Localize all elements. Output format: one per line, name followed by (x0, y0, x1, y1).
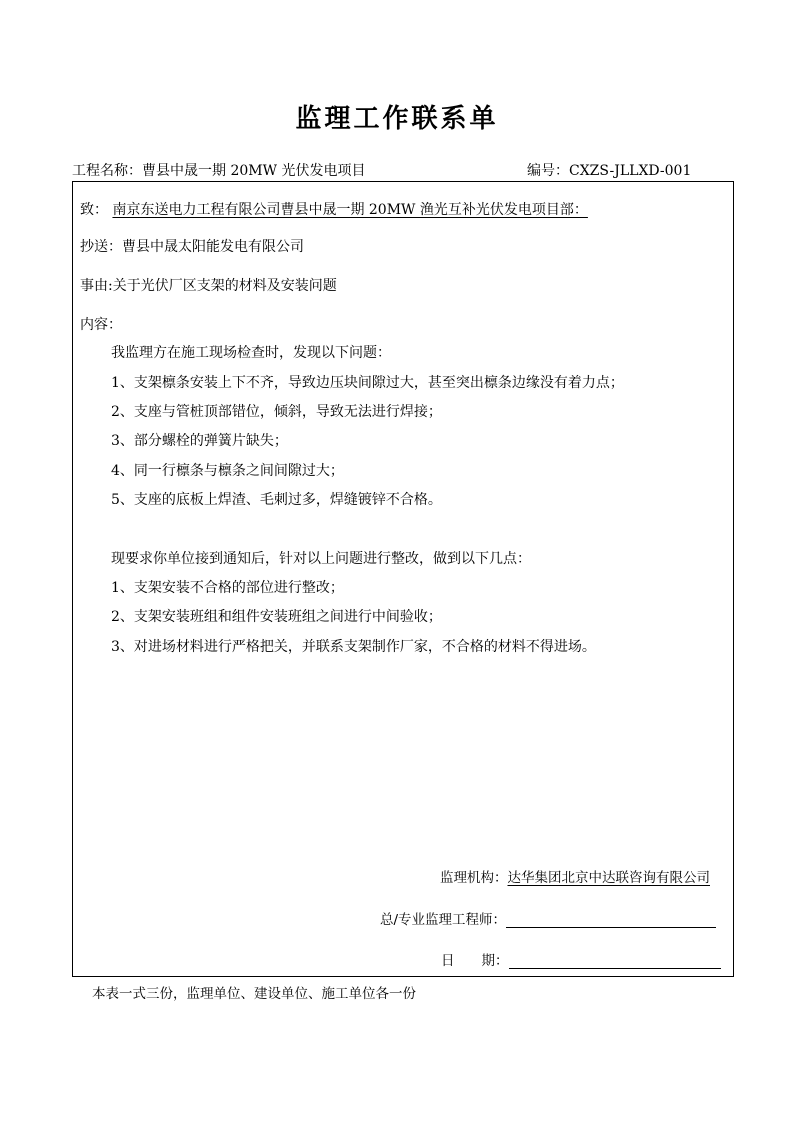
supervision-org (440, 866, 710, 886)
request-item: 3、对进场材料进行严格把关，并联系支架制作厂家，不合格的材料不得进场。 (111, 639, 596, 655)
project-name-label: 工程名称： (72, 163, 142, 179)
problems-intro: 我监理方在施工现场检查时，发现以下问题： (111, 345, 391, 361)
content-label: 内容： (80, 317, 122, 333)
supervision-org-label: 监理机构： (440, 870, 508, 886)
requests-intro: 现要求你单位接到通知后，针对以上问题进行整改，做到以下几点： (111, 551, 531, 567)
engineer-label: 总/专业监理工程师： (380, 912, 507, 928)
subject-line (80, 275, 337, 295)
document-title: 监理工作联系单 (295, 104, 499, 134)
project-name (72, 160, 365, 180)
engineer-signature-field[interactable] (506, 913, 716, 928)
project-name-value: 曹县中晟一期 20MW 光伏发电项目 (142, 163, 366, 179)
recipient-line (80, 199, 588, 219)
subject-value: 关于光伏厂区支架的材料及安装问题 (112, 278, 337, 294)
request-item: 1、支架安装不合格的部位进行整改； (111, 580, 344, 596)
document-number-label: 编号： (527, 163, 569, 179)
problem-item: 3、部分螺栓的弹簧片缺失； (111, 433, 288, 449)
date-label: 日 期： (441, 953, 509, 969)
document-number (527, 160, 691, 180)
supervision-org-value: 达华集团北京中达联咨询有限公司 (507, 870, 710, 886)
cc-line (80, 236, 304, 256)
subject-label: 事由: (80, 278, 113, 294)
recipient-value: 南京东送电力工程有限公司曹县中晟一期 20MW 渔光互补光伏发电项目部： (112, 202, 588, 218)
problem-item: 2、支座与管桩顶部错位，倾斜，导致无法进行焊接； (111, 404, 442, 420)
date-signature (441, 949, 721, 969)
document-number-value: CXZS-JLLXD-001 (569, 163, 692, 179)
problem-item: 1、支架檩条安装上下不齐，导致边压块间隙过大，甚至突出檩条边缘没有着力点； (111, 375, 624, 391)
engineer-signature (380, 908, 716, 928)
cc-value: 曹县中晟太阳能发电有限公司 (122, 239, 304, 255)
date-field[interactable] (509, 954, 721, 969)
request-item: 2、支架安装班组和组件安装班组之间进行中间验收； (111, 609, 442, 625)
cc-label: 抄送： (80, 239, 122, 255)
recipient-label: 致： (80, 202, 108, 218)
problem-item: 4、同一行檩条与檩条之间间隙过大； (111, 463, 344, 479)
problem-item: 5、支座的底板上焊渣、毛刺过多，焊缝镀锌不合格。 (111, 492, 442, 508)
footnote: 本表一式三份，监理单位、建设单位、施工单位各一份 (92, 986, 416, 1002)
